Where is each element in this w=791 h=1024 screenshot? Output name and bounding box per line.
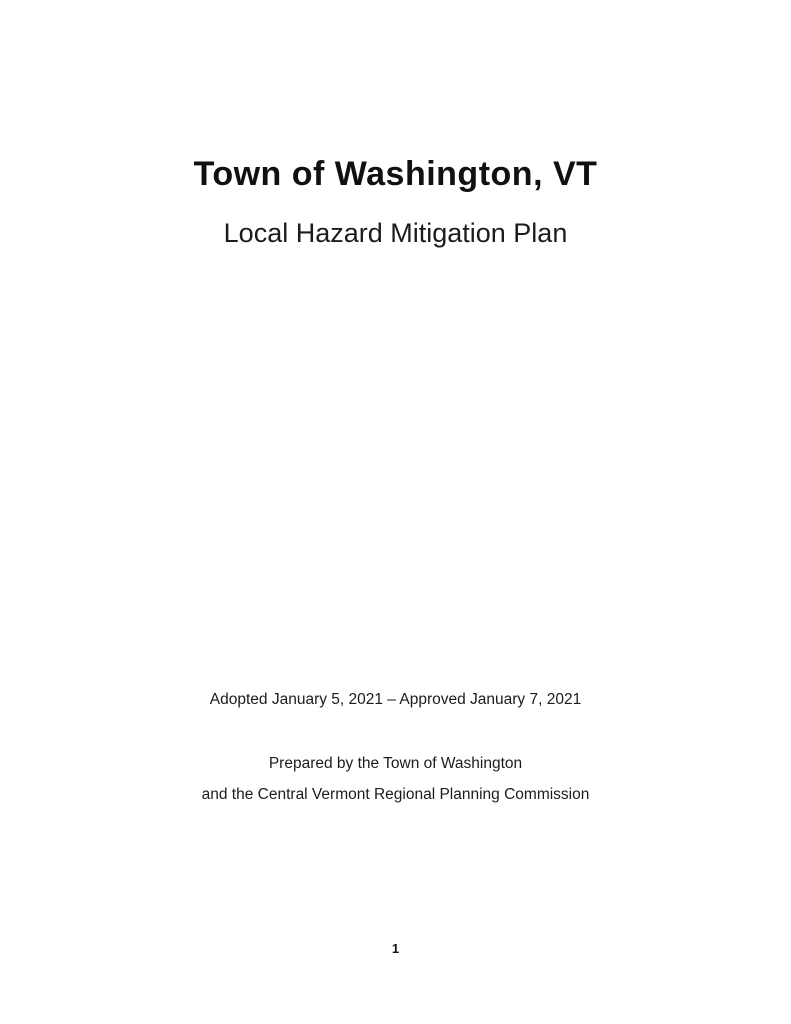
document-subtitle: Local Hazard Mitigation Plan (223, 218, 568, 248)
document-title: Town of Washington, VT (193, 155, 598, 193)
prepared-by-line: Prepared by the Town of Washington (268, 755, 523, 772)
prepared-by-commission-line: and the Central Vermont Regional Planning Commission (201, 786, 590, 803)
adoption-approval-line: Adopted January 5, 2021 – Approved January 7, 2021 (209, 691, 582, 708)
page-number: 1 (391, 941, 400, 956)
